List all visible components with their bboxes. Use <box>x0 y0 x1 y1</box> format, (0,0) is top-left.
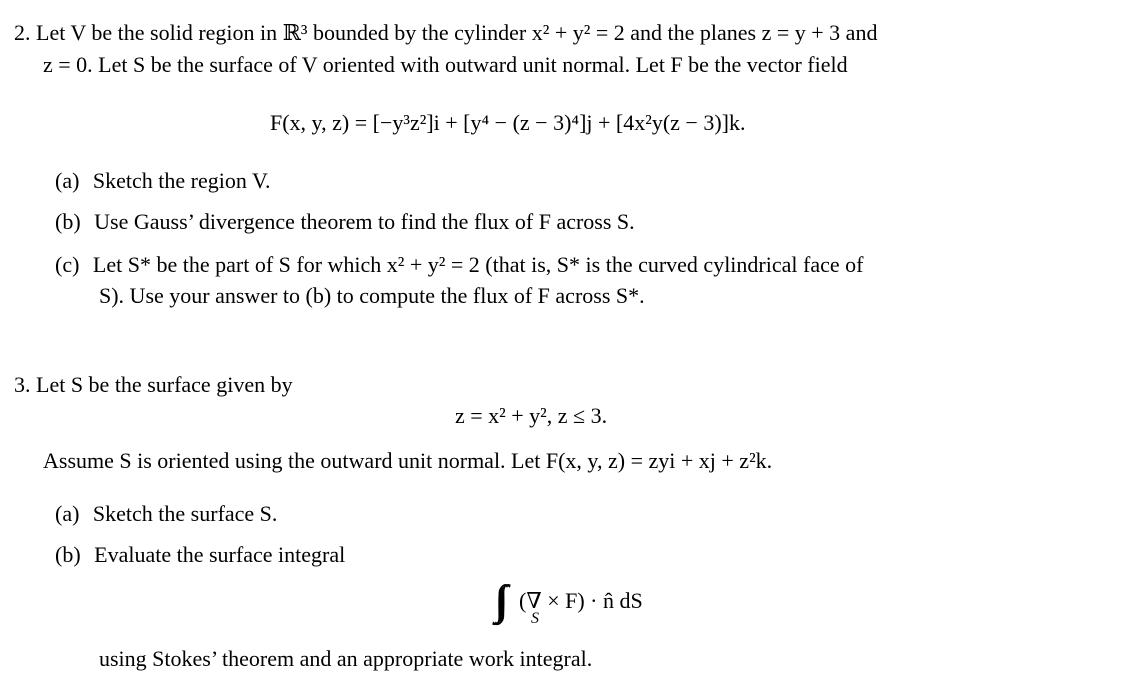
part-text: Sketch the surface S. <box>92 501 278 526</box>
problem-2-line-1: 2. Let V be the solid region in ℝ³ bounded by the cylinder x² + y² = 2 and the planes z = y + 3 and <box>14 20 878 45</box>
part-text: Evaluate the surface integral <box>94 542 346 567</box>
problem-2-part-b <box>55 207 635 237</box>
problem-3-closing: using Stokes’ theorem and an appropriate work integral. <box>99 646 593 671</box>
problem-2-part-c <box>55 250 863 280</box>
problem-2-part-a <box>55 166 271 196</box>
part-label: (a) <box>55 501 80 526</box>
part-text: Let S* be the part of S for which x² + y² = 2 (that is, S* is the curved cylindrical face of <box>92 252 864 277</box>
part-text: Sketch the region V. <box>92 168 271 193</box>
integral-integrand: (∇ × F) · n̂ dS <box>519 588 643 613</box>
surface-integral <box>497 580 643 640</box>
part-label: (b) <box>55 542 81 567</box>
part-label: (b) <box>55 209 81 234</box>
part-label: (c) <box>55 252 80 277</box>
problem-3-surface-equation: z = x² + y², z ≤ 3. <box>455 403 608 428</box>
problem-3-part-a <box>55 499 277 529</box>
problem-2-part-c-continued: S). Use your answer to (b) to compute the flux of F across S*. <box>99 283 645 308</box>
problem-3-line-2: Assume S is oriented using the outward unit normal. Let F(x, y, z) = zyi + xj + z²k. <box>43 448 773 473</box>
integral-subscript: S <box>531 610 539 627</box>
part-label: (a) <box>55 168 80 193</box>
problem-2-field-equation: F(x, y, z) = [−y³z²]i + [y⁴ − (z − 3)⁴]j + [4x²y(z − 3)]k. <box>270 110 746 135</box>
problem-3-line-1: 3. Let S be the surface given by <box>14 372 293 397</box>
problem-3-part-b <box>55 540 345 570</box>
part-text: Use Gauss’ divergence theorem to find the flux of F across S. <box>94 209 635 234</box>
problem-2-line-2: z = 0. Let S be the surface of V oriented with outward unit normal. Let F be the vector field <box>43 52 848 77</box>
